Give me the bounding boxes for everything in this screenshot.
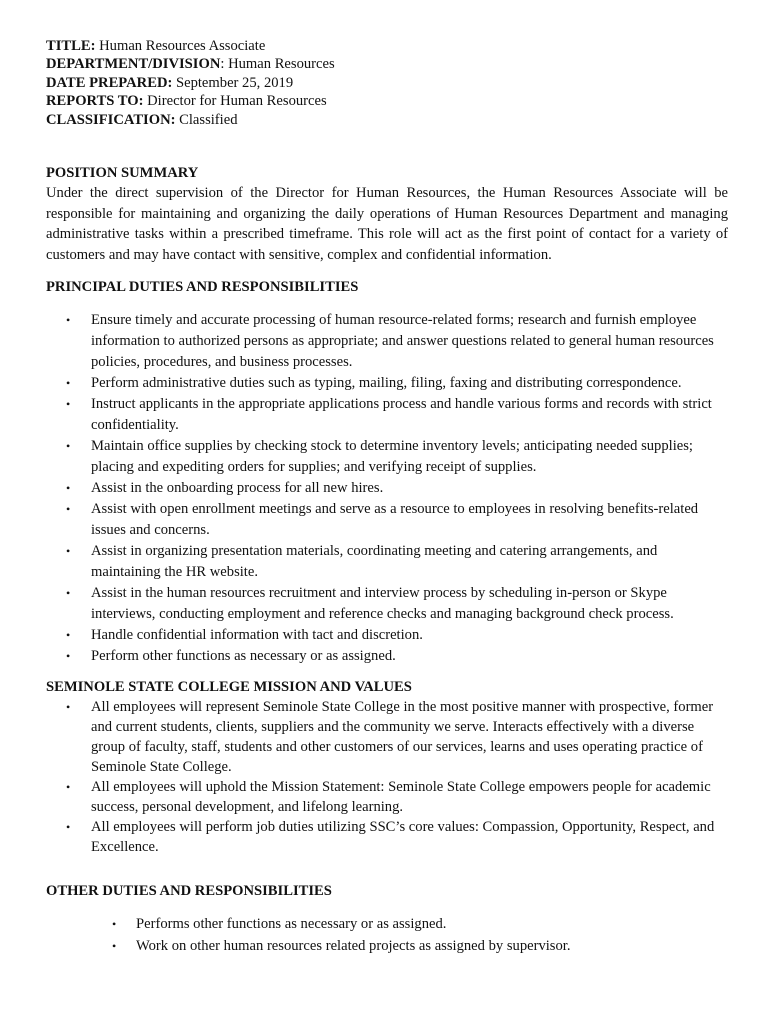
department-value: : Human Resources	[220, 56, 335, 73]
bullet-icon: •	[66, 313, 71, 328]
list-item-text: Perform other functions as necessary or as assigned.	[91, 648, 396, 665]
reports-to-line	[46, 92, 728, 110]
position-summary-text: Under the direct supervision of the Director for Human Resources, the Human Resources Associate will be responsible for maintaining and organizing the daily operations of Human Resources Department and managing administrative tasks within a prescribed timeframe. This role will act as the first point of contact for a variety of customers and may have contact with sensitive, complex and confidential information.	[46, 184, 728, 263]
title-line	[46, 37, 728, 55]
title-label: TITLE:	[46, 38, 96, 54]
position-summary-heading: POSITION SUMMARY	[46, 164, 199, 181]
bullet-icon: •	[66, 820, 71, 835]
bullet-icon: •	[66, 544, 71, 559]
bullet-icon: •	[66, 628, 71, 643]
list-item-text: Work on other human resources related projects as assigned by supervisor.	[136, 938, 571, 955]
classification-line	[46, 111, 728, 129]
bullet-icon: •	[112, 939, 117, 954]
date-prepared-label: DATE PREPARED:	[46, 74, 173, 91]
list-item-text: All employees will uphold the Mission Statement: Seminole State College empowers people for academic success, personal development, and lifelong learning.	[91, 779, 711, 816]
date-prepared-line	[46, 74, 728, 92]
bullet-icon: •	[66, 586, 71, 601]
list-item-text: Perform administrative duties such as typing, mailing, filing, faxing and distributing correspondence.	[91, 375, 682, 392]
mission-values-list	[46, 697, 728, 857]
list-item-text: Assist with open enrollment meetings and serve as a resource to employees in resolving benefits-related issues and concerns.	[91, 501, 699, 539]
header-block	[46, 37, 728, 129]
list-item	[46, 817, 721, 857]
reports-to-label: REPORTS TO:	[46, 93, 144, 110]
list-item-text: Ensure timely and accurate processing of human resource-related forms; research and furnish employee information to authorized persons as appropriate; and answer questions related to general human resources policies, procedures, and business processes.	[91, 312, 714, 371]
list-item	[46, 646, 726, 667]
bullet-icon: •	[66, 700, 71, 715]
list-item	[46, 935, 726, 957]
date-prepared-value: September 25, 2019	[172, 74, 294, 91]
principal-duties-list	[46, 310, 728, 667]
list-item	[46, 913, 726, 935]
bullet-icon: •	[66, 780, 71, 795]
bullet-icon: •	[66, 502, 71, 517]
list-item-text: Performs other functions as necessary or as assigned.	[136, 916, 447, 933]
classification-label: CLASSIFICATION:	[46, 111, 176, 128]
list-item	[46, 436, 726, 478]
bullet-icon: •	[66, 481, 71, 496]
department-label: DEPARTMENT/DIVISION	[46, 56, 221, 73]
classification-value: Classified	[175, 111, 238, 128]
list-item-text: All employees will represent Seminole State College in the most positive manner with prospective, former and current students, clients, suppliers and the community we serve. Interacts effectively with a diverse group of faculty, staff, students and other customers of our services, learns and uses operating practice of Seminole State College.	[91, 699, 714, 776]
list-item	[46, 541, 726, 583]
list-item-text: Assist in the human resources recruitment and interview process by scheduling in-person or Skype interviews, conducting employment and reference checks and managing background check process.	[91, 585, 674, 623]
list-item	[46, 625, 726, 646]
department-line	[46, 55, 728, 73]
other-duties-heading: OTHER DUTIES AND RESPONSIBILITIES	[46, 883, 332, 900]
list-item-text: Assist in organizing presentation materials, coordinating meeting and catering arrangements, and maintaining the HR website.	[91, 543, 658, 581]
list-item	[46, 777, 721, 817]
bullet-icon: •	[66, 439, 71, 454]
list-item-text: Instruct applicants in the appropriate applications process and handle various forms and records with strict confidentiality.	[91, 396, 712, 434]
reports-to-value: Director for Human Resources	[143, 93, 327, 110]
bullet-icon: •	[66, 649, 71, 664]
mission-values-heading: SEMINOLE STATE COLLEGE MISSION AND VALUES	[46, 679, 412, 696]
title-value: Human Resources Associate	[95, 38, 266, 54]
list-item-text: All employees will perform job duties utilizing SSC’s core values: Compassion, Opportunity, Respect, and Excellence.	[91, 819, 715, 856]
list-item	[46, 583, 726, 625]
job-description-document	[46, 37, 728, 957]
list-item	[46, 310, 726, 373]
list-item-text: Handle confidential information with tact and discretion.	[91, 627, 423, 644]
list-item	[46, 697, 721, 777]
bullet-icon: •	[112, 917, 117, 932]
list-item-text: Maintain office supplies by checking stock to determine inventory levels; anticipating needed supplies; placing and expediting orders for supplies; and verifying receipt of supplies.	[91, 438, 693, 476]
other-duties-list	[46, 913, 728, 957]
list-item	[46, 499, 726, 541]
list-item	[46, 373, 726, 394]
list-item-text: Assist in the onboarding process for all new hires.	[91, 480, 384, 497]
bullet-icon: •	[66, 397, 71, 412]
list-item	[46, 478, 726, 499]
list-item	[46, 394, 726, 436]
principal-duties-heading: PRINCIPAL DUTIES AND RESPONSIBILITIES	[46, 279, 359, 296]
bullet-icon: •	[66, 376, 71, 391]
